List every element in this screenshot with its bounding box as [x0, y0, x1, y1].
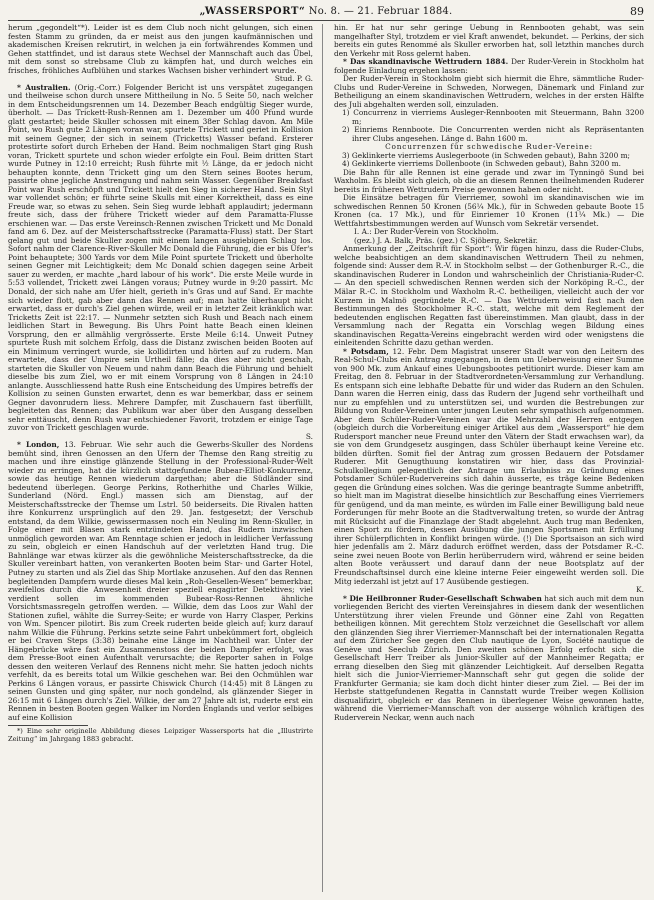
signature-line: I. A.: Der Ruder-Verein von Stockholm. — [354, 227, 499, 237]
right-column — [334, 24, 644, 892]
article-paragraph: Die Einsätze betragen für Vierriemer, sowohl im skandinavischen wie im schwedischen Rennen 50 Kronen (56¼ Mk.), für in Schweden gebaute Boote 15 Kronen (ca. 17 Mk.), und für Einriemer 10 Kronen (11¼ Mk.) — Die Wettfahrtsbestimmungen werden auf Wunsch vom Sekretär versendet. — [334, 193, 644, 228]
page-header — [8, 4, 644, 20]
article-potsdam: * Potsdam, 12. Febr. Dem Magistrat unserer Stadt war von den Leitern des Real-Schul-Clubs ein Antrag zugegangen, in dem um Ueberweisung einer Summe von 900 Mk. zum Ankauf eines Uebungsbootes petitionirt wurde. Dieser kam am Freitag, den 8. Februar in der Stadtverordneten-Versammlung zur Verhandlung. Es entspann sich eine lebhafte Debatte für und wider das Rudern an den Schulen. Dann waren die Herren einig, dass das Rudern der Jugend sehr vortheilhaft und nur zu empfehlen und zu unterstützen sei, und wurden die Bestrebungen zur Bildung von Ruder-Vereinen unter jungen Leuten sehr sympathisch aufgenommen. Aber dem Schüler-Ruder-Vereinen war die Mehrzahl der Herren entgegen (obgleich durch die Vorbereitung einiger Artikel aus dem „Wassersport“ hie dem Rudersport mancher neue Freund unter den Vätern der Stadt erwachsen war), da sie von dem Grundgesetz ausgingen, dass Schüler überhaupt keine Vereine etc. bilden dürften. Somit fiel der Antrag zum grossen Bedauern der Potsdamer Ruderer. Mit Genugthuung konstatiren wir hier, dass das Provinzial-Schulkollegium gelegentlich der Antrage um Erlaubniss zu Gründung eines Potsdamer Schüler-Rudervereins sich dahin äusserte, es träge keine Bedenken gegen die Gründung eines solchen. Was die geringe beantragte Summe anbetrifft, so hielt man im Magistrat dieselbe hinsichtlich zur Beschaffung eines Vierriemers für genügend, und da man meinte, es würden im Falle einer Bewilligung bald neue Forderungen für mehr Boote an die Stadtverwaltung treten, so wurde der Antrag mit Rücksicht auf die Finanzlage der Stadt abgelehnt. Auch trug man Bedenken, einen Sport zu fördern, dessen Ausübung die jungen Sportsmen mit Erfüllung ihrer Schülerpflichten in Konflikt bringen würde. (!) Die Sportsaison an sich wird hier jedenfalls am 2. März dadurch eröffnet werden, dass der Potsdamer R.-C. seine zwei neuen Boote von Berlin herüberrudern wird, während er seine beiden alten Boote veräussert und darauf dann der neue Bootsplatz auf der Freundschaftsinsel durch eine kleine interne Feier eingeweiht werden soll. Die Mitg iederzahl ist jetzt auf 17 Ausübende gestiegen. — [334, 346, 644, 586]
article-heilbronn: * Die Heilbronner Ruder-Gesellschaft Schwaben hat sich auch mit dem nun vorliegenden Bericht des vierten Vereinsjahres in diesem dank der wesentlichen Unterstützung ihrer vielen Freunde und Gönner eine Zahl von Regatten betheiligen können. Mit gerechtem Stolz verzeichnet die Gesellschaft vor allem den glänzenden Sieg ihrer Vierriemer-Mannschaft bei der internationalen Regatta auf dem Züricher See gegen den Club nautique de Lyon, Société nautique de Genève und Seeclub Zürich. Den zweiten schönen Erfolg erfocht sich die Gesellschaft Herr Treiber als Junior-Skuller auf der Mannheimer Regatta; er errang dieselben den Sieg mit glänzender Leichtigkeit. Auf derselben Regatta hielt sich die Junior-Vierriemer-Mannschaft sehr gut gegen die solide der Frankfurter Germania; sie kam doch dicht hinter dieser zum Ziel. — Bei der im Herbste stattgefundenen Regatta in Cannstatt wurde Treiber wegen Kollision disqualifizirt, obgleich er das Rennen in überlegener Weise gewonnen hatte, während die Vierriemer-Mannschaft von der ausserge wöhnlich kräftigen des Ruderverein Neckar, wenn auch nach — [334, 593, 644, 722]
race-list-heading: Concurrenzen für schwedische Ruder-Vereine: — [385, 142, 593, 152]
signature: S. — [305, 431, 313, 441]
issue-info: No. 8. — 21. Februar 1884. — [308, 6, 453, 17]
signature: Stud. P. G. — [274, 74, 313, 84]
race-list-item: 4) Geklinkerte vierriems Dollenboote (in Schweden gebaut), Bahn 3200 m. — [342, 159, 621, 169]
article-lead: * Das skandinavische Wettrudern 1884. — [343, 57, 509, 67]
article-lead: * Potsdam, — [343, 346, 389, 356]
column-divider — [322, 24, 323, 892]
article-paragraph: herum „gegondelt“*). Leider ist es dem Club noch nicht gelungen, sich einen festen Stamm zu gründen, da er meist aus den jungen kaufmännischen und akademischen Kreisen rekrutirt, in welchen ja ein fortwährendes Kommen und Gehen stattfindet, und ist daraus stete Wechsel der Mannschaft auch das Übel, mit dem sonst so strebsame Club zu kämpfen hat, und durch welches ein frisches, fröhliches Aufblühen und starkes Wachsen bisher verhindert wurde. — [8, 24, 313, 75]
article-lead: * London, — [17, 440, 60, 450]
race-list-item: 3) Geklinkerte vierriems Auslegerboote (in Schweden gebaut), Bahn 3200 m; — [342, 150, 631, 160]
article-australien: * Australien. (Orig.-Corr.) Folgender Bericht ist uns verspätet zugegangen und theilweise schon durch unsere Mittheilung in No. 5 Seite 50, nach welcher in dem Entscheidungsrennen um 14. Dezember Beach endgültig Sieger wurde, überholt. — Das Trickett-Rush-Rennen am 1. Dezember um 400 Pfund wurde glatt gestartet; beide Skuller schossen mit einem 38er Schlag davon. Am Mile Point, wo Rush gute 2 Längen voran war, spurtete Trickett und geriet in Kollision mit seinem Gegner, der sich in seinem (Tricketts) Wasser befand. Ersterer protestirte sofort durch Erheben der Hand. Beim nochmaligen Start ging Rush voran, Trickett spurtete und schon wieder erfolgte ein Foul. Beim dritten Start wurde Putney in 12:10 erreicht; Rush führte mit ½ Länge, da er jedoch nicht behaupten konnte, denn Trickett ging um den Stern seines Bootes herum, passirte ohne jegliche Anstrengung und nahm sein Wasser. Gegenüber Breakfast Point war Rush erschöpft und Trickett hielt den Sieg in sicherer Hand. Sein Styl war vollendet schön; er führte seine Skulls mit einer Korrektheit, dass es eine Freude war, so etwas zu sehen. Sein Sieg wurde lebhaft applaudirt; jedermann freute sich, dass der frühere Trickett wieder auf dem Paramatta-Flusse erschienen war. — Das erste Vereinsch-Rennen zwischen Trickett und Mc Donald fand am 6. Dez. auf der Meisterschaftsstrecke (Paramatta-Fluss) statt. Der Start gelang gut und beide Skuller zogen mit einem langen ausgiebigen Schlag los. Sofort nahm der Clarence-River-Skuller Mc Donald die Führung, die er bis Ufer's Point behauptete; 300 Yards vor dem Mile Point spurtete Trickett und überholte seinen Gegner mit Leichtigkeit; dem Mc Donald schien dagegen seine Arbeit sauer zu werden, er machte „hard labour of his work“. Die erste Meile wurde in 5:53 vollendet, Trickett zwei Längen voraus; Putney wurde in 9:20 passirt. Mc Donald, der sich nahe am Ufer hielt, gerieth in's Gras und auf Sand. Er machte sich wieder flott, gab aber dann das Rennen auf; man hatte überhaupt nicht erwartet, dass er durch's Ziel gehen würde, weil er in letzter Zeit kränklich war. Tricketts Zeit ist 22:17. — Nunmehr setzten sich Rush und Beach nach einem leidlichen Start in Bewegung. Bis Uhrs Point hatte Beach einen kleinen Vorsprung, den er allmählig vergrösserte. Erste Meile 6:14. Unweit Putney spurtete Rush mit solchem Erfolg, dass die Distanz zwischen beiden Booten auf ein Minimum verringert wurde, sie kollidirten und hörten auf zu rudern. Man erwartete, dass der Umpire sein Urtheil fälle; da dies aber nicht geschah, starteten die Skuller von Neuem und nahm dann Beach die Führung und behielt dieselbe bis zum Ziel, wo er mit einem Vorsprung von 8 Längen in 24:10 anlangte. Ausschliessend hatte Rush eine Entscheidung des Umpires betreffs der Kollision zu seinen Gunsten erwartet, denn es war bemerkbar, dass er seinem Gegner davonrudern liess. Mehrere Dampfer, mit Zuschauern fast überfüllt, begleiteten das Rennen; das Publikum war aber über den Ausgang desselben sehr enttäuscht, denn Rush war entschiedener Favorit, trotzdem er einige Tage zuvor von Trickett geschlagen wurde. — [8, 82, 313, 433]
article-lead: * Die Heilbronner Ruder-Gesellschaft Schwaben — [343, 593, 542, 603]
signature: K. — [636, 585, 644, 595]
article-paragraph: Die Bahn für alle Rennen ist eine gerade und zwar im Tynningö Sund bei Waxholm. Es bleibt sich gleich, ob die an diesem Rennen theilnehmenden Ruderer bereits in früheren Wettrudern Preise gewonnen haben oder nicht. — [334, 167, 644, 194]
article-london: * London, 13. Februar. Wie sehr auch die Gewerbs-Skuller des Nordens bemüht sind, ihren Genossen an den Ufern der Themse den Rang streitig zu machen und ihre einstige glänzende Stellung in der Professional-Ruder-Welt wieder zu erringen, hat die kürzlich stattgefundene Bubear-Elliot-Konkurrenz, sowie das heutige Rennen wiederum dargethan; aber die Südländer sind bedeutend überlegen. George Perkins, Rotherhithe und Charles Wilkie, Sunderland (Nörd. Engl.) massen sich am Dienstag, auf der Meisterschaftsstrecke der Themse um Lstrl. 50 beiderseits. Die Rivalen hatten ihre Konkurrenz ursprünglich auf den 29. Jan. festgesetzt; der Verschub entstand, da dem Wilkie, gewissermassen noch ein Neuling im Renn-Skuller, in Folge einer mit Blasen stark entzündeten Hand, das Rudern inzwischen unmöglich geworden war. Am Renntage schien er jedoch in leidlicher Verfassung zu sein, obgleich er einen Handschuh auf der verletzten Hand trug. Die Bahnlänge war etwas kürzer als die gewöhnliche Meisterschaftsstrecke, da die Skuller vereinbart hatten, von verankerten Booten beim Star- und Garter Hotel, Putney zu starten und als Ziel das Ship Mortlake anzusehen. Auf den das Rennen begleitenden Dampfern wurde dieses Mal kein „Roh-Gesellen-Wesen“ bemerkbar, zweifellos durch die Anwesenheit dreier speziell engagirter Detektives; viel verdient sollen im kommenden Bubear-Ross-Rennen ähnliche Vorsichtsmassregeln getroffen werden. — Wilkie, dem das Loos zur Wahl der Stationen zufiel, wählte die Surrey-Seite; er wurde von Harry Clasper, Perkins von Wm. Spencer pilotirt. Bis zum Creek ruderten beide gleich auf; kurz darauf nahm Wilkie die Führung. Perkins setzte seine Fahrt unbekümmert fort, obgleich er bei Craven Steps (3:38) beinahe eine Länge im Nachtheil war. Unter der Hängebrücke wäre fast ein Zusammenstoss der beiden Dampfer erfolgt, was dem Presse-Boot einen Aufenthalt verursachte; die Reporter sahen in Folge dessen den weiteren Verlauf des Rennens nicht mehr. Sie hatten jedoch nichts verfehlt, da es bereits total um Wilkie geschehen war. Bei den Ochmühlen war Perkins 6 Längen voraus, er passirte Chiswick Church (14:45) mit 8 Längen zu seinen Gunsten und ging später, nur noch gondelnd, als glänzender Sieger in 26:15 mit 6 Längen durch's Ziel. Wilkie, der am 27 Jahre alt ist, ruderte erst ein Rennen in besten Booten gegen Walker im Norden Englands und verlor selbiges auf eine Kollision — [8, 440, 313, 722]
article-lead: * Australien. — [17, 82, 71, 92]
signature-line: (gez.) J. A. Balk, Präs. (gez.) C. Sjöberg, Sekretär. — [354, 235, 538, 245]
footnote: *) Eine sehr originelle Abbildung dieses Leipziger Wassersports hat die „Illustrirte Zeitung“ im Jahrgang 1883 gebracht. — [8, 727, 313, 743]
header-center — [8, 4, 644, 20]
article-paragraph: Anmerkung der „Zeitschrift für Sport“: Wir fügen hinzu, dass die Ruder-Clubs, welche beabsichtigen an dem skandinavischen Wettrudern Theil zu nehmen, folgende sind: Ausser dem R.-V. in Stockholm selbst — der Gothenburger R.-C., die skandinavischen Ruderer in London und wahrscheinlich der Christiania-Ruder-C. — An den speciell schwedischen Rennen werden sich der Norköping R.-C., der Mälar R.-C. in Stockholm und Waxholm R.-C. betheiligen, vielleicht auch der vor Kurzem in Malmö gegründete R.-C. — Das Wettrudern wird fast nach den Bestimmungen des Stockholmer R.-C. statt, welche mit dem Reglement der bedeutenden englischen Regatten fast übereinstimmen. Man glaubt, dass in der Versammlung nach der Regatta ein Vorschlag wegen Bildung eines skandinavischen Regatta-Vereins eingebracht werden wird oder wenigstens die einleitenden Schritte dazu gethan werden. — [334, 244, 644, 348]
footnote-rule — [8, 725, 88, 726]
magazine-title: „WASSERSPORT“ — [199, 6, 306, 17]
page-number: 89 — [630, 5, 644, 18]
header-rule — [8, 20, 644, 21]
article-paragraph: hin. Er hat nur sehr geringe Uebung in Rennbooten gehabt, was sein mangelhafter Styl, trotzdem er viel Kraft anwendet, bekundet. — Perkins, der sich bereits ein gutes Renommé als Skuller erworben hat, soll letzthin manches durch den Verkehr mit Ross gelernt haben. — [334, 24, 644, 58]
invitation-paragraph: Der Ruder-Verein in Stockholm giebt sich hiermit die Ehre, sämmtliche Ruder-Clubs und Ruder-Vereine in Schweden, Norwegen, Dänemark und Finland zur Betheiligung an einem skandinavischen Wettrudern, welches in der ersten Hälfte des Juli abgehalten werden soll, einzuladen. — [334, 74, 644, 109]
left-column — [8, 24, 313, 892]
race-list-item: 1) Concurrenz in vierriems Ausleger-Rennbooten mit Steuermann, Bahn 3200 m; — [342, 108, 644, 126]
race-list-item: 2) Einriems Rennboote. Die Concurrenten werden nicht als Repräsentanten ihrer Clubs angesehen. Länge d. Bahn 1600 m. — [342, 125, 644, 143]
article-skandinavisch: * Das skandinavische Wettrudern 1884. Der Ruder-Verein in Stockholm hat folgende Einladung ergehen lassen: — [334, 57, 644, 75]
